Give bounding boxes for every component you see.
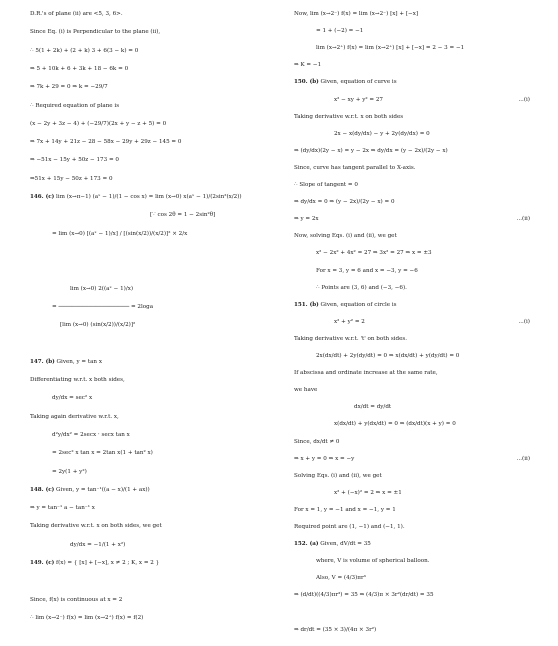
solution-line: x² − 2x² + 4x² = 27 ⇒ 3x² = 27 ⇒ x = ±3 [316,250,432,257]
solution-line: Solving Eqs. (i) and (ii), we get [294,472,382,479]
solution-line: Taking derivative w.r.t. x on both sides, we get [30,523,162,530]
solution-line: 151. (b) Given, equation of circle is [294,301,397,308]
solution-line: ⇒ −51x − 15y + 50z − 173 = 0 [30,157,119,164]
solution-line [30,577,280,586]
solution-line: x² + y² = 2 [334,318,365,325]
solution-line [30,266,280,275]
solution-line [30,339,280,348]
solution-line: 146. (c) lim (x→π−1) (aˣ − 1)/(1 − cos x) = lim (x→0) x(aˣ − 1)/(2sin²(x/2)) [30,194,242,200]
solution-line: [lim (x→0) (sin(x/2))/(x/2)]² [60,322,136,329]
solution-line: ⇒ 5 + 10k + 6 + 3k + 18 − 6k = 0 [30,65,129,72]
solution-line: Since Eq. (i) is Perpendicular to the plane (ii), [30,29,161,36]
solution-line: 2x(dx/dt) + 2y(dy/dt) = 0 ⇒ x(dx/dt) + y(dy/dt) = 0 [316,353,460,359]
solution-line: ⇒ 7x + 14y + 21z − 28 − 58x − 29y + 29z − 145 = 0 [30,139,182,146]
solution-line: = 2y(1 + y²) [52,468,87,475]
solution-line: ∴ 5(1 + 2k) + (2 + k) 3 + 6(3 − k) = 0 [30,47,139,54]
solution-line: x(dx/dt) + y(dx/dt) = 0 ⇒ (dx/dt)(x + y) = 0 [334,421,456,428]
solution-line: = ───────────────────── = 2loga [52,303,154,310]
solution-line: Also, V = (4/3)πr³ [316,575,366,582]
solution-line: Taking derivative w.r.t. 't' on both sides. [294,335,408,342]
solution-line: ⇒ y = tan⁻¹ a − tan⁻¹ x [30,505,95,512]
solution-line: For x = 3, y = 6 and x = −3, y = −6 [316,267,418,274]
solution-line: = 2sec² x tan x = 2tan x(1 + tan² x) [52,450,153,457]
solution-line: Required point are (1, −1) and (−1, 1). [294,524,405,530]
solution-line: ⇒ (dy/dx)(2y − x) = y − 2x ⇒ dy/dx = (y − 2x)/(2y − x) [294,147,448,154]
equation-tag: ...(i) [518,96,530,103]
solution-line: dy/dx = −1/(1 + x²) [70,541,126,548]
solution-line: Differentiating w.r.t. x both sides, [30,377,125,383]
solution-line: [∵ cos 2θ = 1 − 2sin²θ] [150,212,216,219]
solution-line: D.R.'s of plane (ii) are <5, 3, 6>. [30,11,123,17]
solution-line: ⇒51x + 15y − 50z + 173 = 0 [30,175,113,182]
solution-line: ⇒ K = −1 [294,62,322,69]
solution-line: x² − xy + y² = 27 [334,96,383,103]
solution-line: ∴ lim (x→2⁻) f(x) = lim (x→2⁺) f(x) = f(2) [30,614,144,621]
left-column [30,10,280,642]
solution-line: Now, lim (x→2⁻) f(x) = lim (x→2⁻) [x] + [−x] [294,11,419,17]
solution-line: d²y/dx² = 2secx · secx tan x [52,431,130,438]
equation-tag: ...(i) [518,318,530,325]
solution-line: ⇒ 7k + 29 = 0 ⇒ k = −29/7 [30,84,108,91]
solution-line: Taking again derivative w.r.t. x, [30,413,119,420]
solution-line [294,609,530,618]
solution-line: Since, dx/dt ≠ 0 [294,438,340,445]
solution-line: 152. (a) Given, dV/dt = 35 [294,541,371,548]
solution-line: ∴ Slope of tangent = 0 [294,182,358,188]
right-column [294,10,530,642]
solution-line: If abscissa and ordinate increase at the same rate, [294,370,438,377]
solution-line: x² + (−x)² = 2 ⇒ x = ±1 [334,489,402,496]
solution-line: = lim (x→0) [(aˣ − 1)/x] / [(sin(x/2))/(x/2)]² × 2/x [52,230,188,237]
solution-line: dx/dt = dy/dt [354,404,392,411]
equation-tag: ...(ii) [516,216,530,223]
solution-line: 150. (b) Given, equation of curve is [294,79,397,86]
solution-line: ⇒ (d/dt)((4/3)πr³) = 35 ⇒ (4/3)π × 3r²(dr/dt) = 35 [294,592,434,599]
solution-line: 147. (b) Given, y = tan x [30,358,102,365]
solution-line: 148. (c) Given, y = tan⁻¹((a − x)/(1 + ax)) [30,486,150,493]
solution-line: 2x − x(dy/dx) − y + 2y(dy/dx) = 0 [334,130,430,137]
solution-line: where, V is volume of spherical balloon. [316,558,430,565]
solution-line: dy/dx = sec² x [52,395,93,402]
solution-line: ⇒ y = 2x [294,216,319,223]
solution-line: = 1 + (−2) = −1 [316,28,364,35]
solution-line: lim (x→2⁺) f(x) = lim (x→2⁺) [x] + [−x] = 2 − 3 = −1 [316,45,465,52]
solution-line: 149. (c) f(x) = { [x] + [−x], x ≠ 2 ; K, x = 2 } [30,560,160,566]
solution-line: ⇒ dr/dt = (35 × 3)/(4π × 3r²) [294,626,377,633]
solution-line: For x = 1, y = −1 and x = −1, y = 1 [294,506,396,513]
solution-line: lim (x→0) 2((aˣ − 1)/x) [70,285,134,292]
equation-tag: ...(ii) [516,455,530,462]
solution-line: ∴ Required equation of plane is [30,102,120,109]
solution-line: we have [294,387,318,394]
solution-line: Since, f(x) is continuous at x = 2 [30,596,123,603]
solution-line: Since, curve has tangent parallel to X-axis. [294,164,416,171]
solution-line: (x − 2y + 3z − 4) + (−29/7)(2x + y − z + 5) = 0 [30,120,167,127]
solution-line: ⇒ dy/dx = 0 ⇒ (y − 2x)/(2y − x) = 0 [294,199,395,206]
solution-line: Now, solving Eqs. (i) and (ii), we get [294,233,397,240]
solution-line: ∴ Points are (3, 6) and (−3, −6). [316,284,407,291]
solution-line: ⇒ x + y = 0 ⇒ x = −y [294,455,355,462]
solution-line: Taking derivative w.r.t. x on both sides [294,113,404,120]
solution-line [30,248,280,257]
